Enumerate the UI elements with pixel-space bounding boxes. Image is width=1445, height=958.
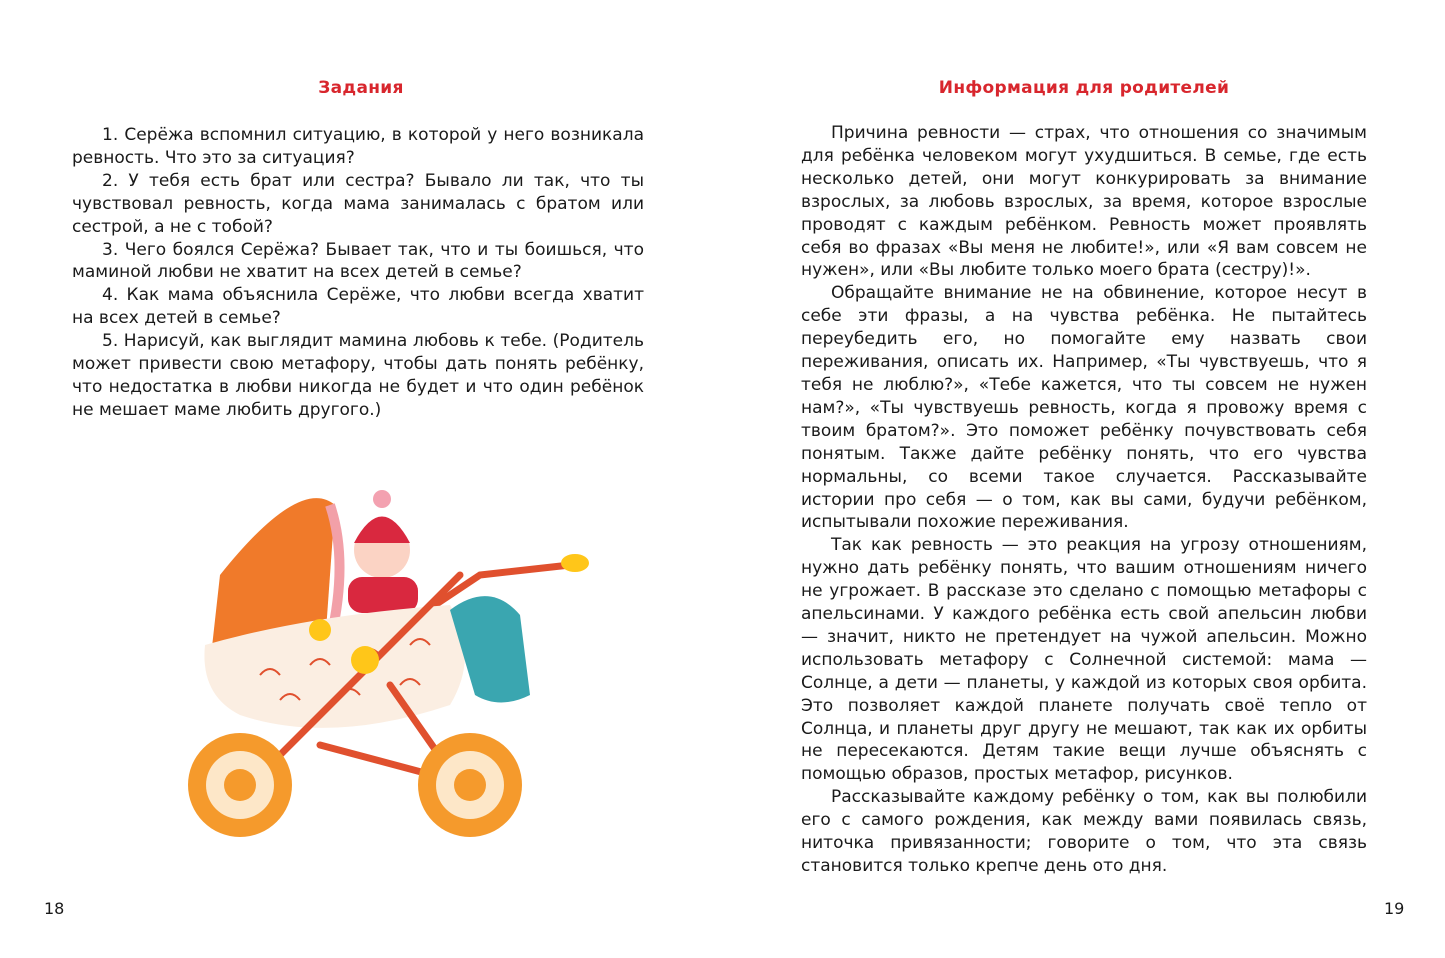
wheel-right	[418, 733, 522, 837]
hood-hub	[309, 619, 331, 641]
task-paragraph: 4. Как мама объяснила Серёже, что любви всегда хватит на всех детей в семье?	[72, 285, 644, 329]
info-paragraph: Так как ревность — это реакция на угрозу отношениям, нужно дать ребёнку понять, что вашим отношениям ничего не угрожает. В рассказе это сделано с помощью метафоры с апельсинами. У каждого ребёнка есть свой апельсин любви — значит, никто не претендует на чужой апельсин. Можно использовать метафору с Солнечной системой: мама — Солнце, а дети — планеты, у каждой из которых своя орбита. Это позволяет каждой планете получать своё тепло от Солнца, и планеты друг другу не мешают, так как их орбиты не пересекаются. Детям такие вещи лучше объяснять с помощью образов, простых метафор, рисунков.	[801, 535, 1367, 785]
frame-hub	[351, 646, 379, 674]
page-number: 19	[1384, 899, 1405, 918]
task-paragraph: 5. Нарисуй, как выглядит мамина любовь к тебе. (Родитель может привести свою метафору, чтобы дать понять ребёнку, что недостатка в любви никогда не будет и что один ребёнок не мешает маме любить другого.)	[72, 331, 644, 420]
hat-pompom	[373, 490, 391, 508]
stroller-blanket	[450, 596, 530, 702]
right-page	[723, 0, 1445, 958]
left-page	[0, 0, 722, 958]
info-paragraph: Рассказывайте каждому ребёнку о том, как вы полюбили его с самого рождения, как между вами появилась связь, ниточка привязанности; говорите о том, что эта связь становится только крепче день ото дня.	[801, 787, 1367, 876]
page-heading: Задания	[318, 78, 404, 98]
task-paragraph: 3. Чего боялся Серёжа? Бывает так, что и ты боишься, что маминой любви не хватит на всех детей в семье?	[72, 239, 644, 283]
stroller-illustration	[150, 485, 630, 855]
wheel-left	[188, 733, 292, 837]
page-number: 18	[44, 899, 65, 918]
info-paragraph: Обращайте внимание не на обвинение, которое несут в себе эти фразы, а на чувства ребёнка. Не пытайтесь переубедить его, но помогайте ему назвать свои переживания, описать их. Например, «Ты чувствуешь, что я тебя не люблю?», «Тебе кажется, что ты совсем не нужен нам?», «Ты чувствуешь ревность, когда я провожу время с твоим братом?». Это поможет ребёнку почувствовать себя понятым. Также дайте ребёнку понять, что его чувства нормальны, со всеми такое случается. Рассказывайте истории про себя — о том, как вы сами, будучи ребёнком, испытывали похожие переживания.	[801, 283, 1367, 533]
baby-hat	[354, 517, 410, 544]
tasks-text	[72, 124, 644, 422]
page-heading: Информация для родителей	[938, 78, 1230, 98]
task-paragraph: 1. Серёжа вспомнил ситуацию, в которой у него возникала ревность. Что это за ситуация?	[72, 125, 644, 168]
info-paragraph: Причина ревности — страх, что отношения со значимым для ребёнка человеком могут ухудшиться. В семье, где есть несколько детей, они могут конкурировать за внимание взрослых, за любовь взрослых, за время, которое взрослые проводят с каждым ребёнком. Ревность может проявлять себя во фразах «Вы меня не любите!», или «Я вам совсем не нужен», или «Вы любите только моего брата (сестру)!».	[801, 123, 1367, 281]
handle-grip	[561, 554, 589, 572]
task-paragraph: 2. У тебя есть брат или сестра? Бывало ли так, что ты чувствовал ревность, когда мама занималась с братом или сестрой, а не с тобой?	[72, 170, 644, 237]
parents-info-text	[801, 122, 1367, 878]
baby-body	[348, 577, 418, 613]
